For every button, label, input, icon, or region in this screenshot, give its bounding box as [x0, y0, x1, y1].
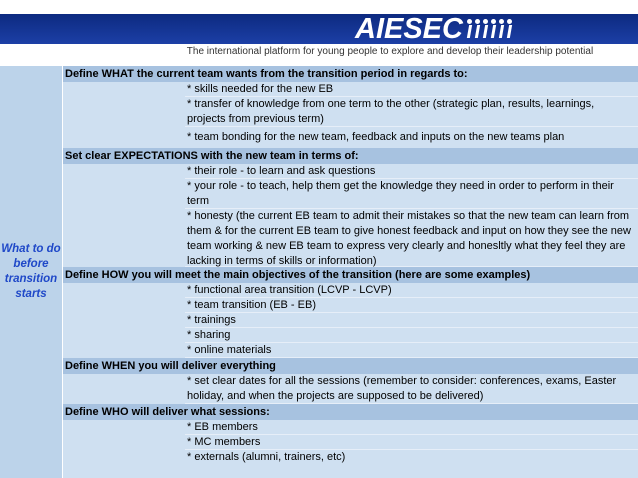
- list-item: * your role - to teach, help them get the knowledge they need in order to perform in their term: [185, 179, 638, 209]
- table-spacer-cell: [63, 374, 185, 404]
- list-item: * transfer of knowledge from one term to the other (strategic plan, results, learnings, projects from previous term): [185, 97, 638, 127]
- section-heading-how: Define HOW you will meet the main objectives of the transition (here are some examples): [63, 267, 638, 283]
- section-heading-when: Define WHEN you will deliver everything: [63, 358, 638, 374]
- header-banner: [0, 0, 638, 66]
- list-item: * trainings: [185, 313, 638, 328]
- list-item: * honesty (the current EB team to admit their mistakes so that the new team can learn from them & for the current EB team to give honest feedback and input on how they see the new team working & new EB team to express very clearly and honesltly what they feel they are lacking in terms of skills or information): [185, 209, 638, 267]
- section-heading-who: Define WHO will deliver what sessions:: [63, 404, 638, 420]
- table-spacer-cell: [63, 420, 185, 478]
- section-heading-what: Define WHAT the current team wants from the transition period in regards to:: [63, 66, 638, 82]
- table-spacer-cell: [63, 82, 185, 154]
- logo-text: AIESEC: [355, 12, 463, 45]
- table-spacer-cell: [63, 283, 185, 358]
- phase-label-line: before: [13, 258, 49, 270]
- phase-label-line: What to do: [1, 243, 61, 255]
- list-item: * their role - to learn and ask questions: [185, 164, 638, 179]
- tagline: The international platform for young people to explore and develop their leadership potential: [186, 46, 594, 57]
- people-figures-icon: [465, 19, 513, 39]
- list-item: * EB members: [185, 420, 638, 435]
- phase-label-line: transition: [4, 273, 58, 285]
- phase-label-column: [0, 66, 63, 478]
- aiesec-logo: [355, 11, 513, 47]
- phase-label: [1, 242, 60, 302]
- list-item: * skills needed for the new EB: [185, 82, 638, 97]
- table-spacer-cell: [63, 164, 185, 267]
- list-item: * team bonding for the new team, feedback and inputs on the new teams plan: [185, 127, 638, 154]
- list-item: * online materials: [185, 343, 638, 358]
- banner-stripe: [0, 14, 638, 44]
- list-item: * set clear dates for all the sessions (remember to consider: conferences, exams, Easter holiday, and when the projects are supposed to be delivered): [185, 374, 638, 404]
- list-item: * sharing: [185, 328, 638, 343]
- section-heading-expectations: Set clear EXPECTATIONS with the new team in terms of:: [63, 148, 638, 164]
- list-item: * externals (alumni, trainers, etc): [185, 450, 638, 478]
- list-item: * MC members: [185, 435, 638, 450]
- list-item: * team transition (EB - EB): [185, 298, 638, 313]
- list-item: * functional area transition (LCVP - LCVP): [185, 283, 638, 298]
- phase-label-line: starts: [15, 288, 47, 300]
